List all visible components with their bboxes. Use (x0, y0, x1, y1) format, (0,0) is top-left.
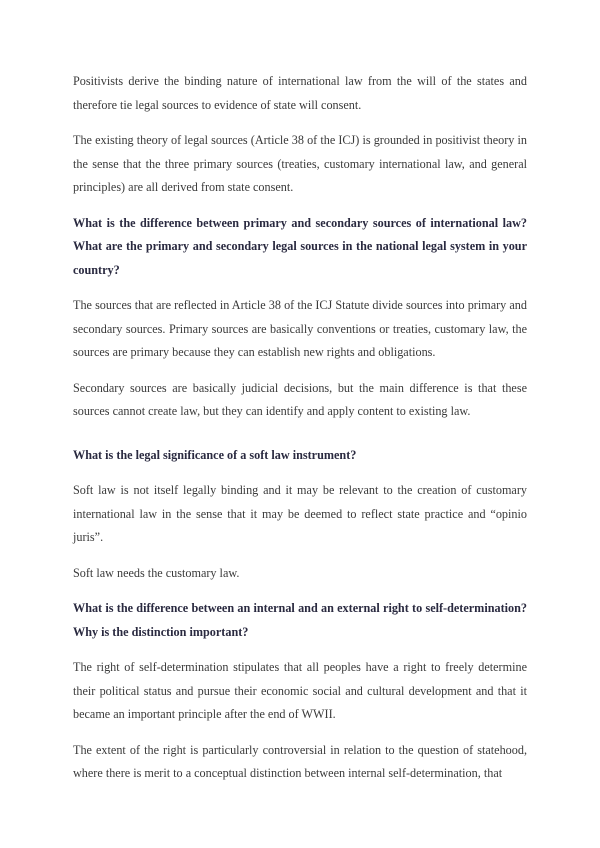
question-primary-secondary-sources: What is the difference between primary and secondary sources of international law? What are the primary and secondary legal sources in the national legal system in your country? (73, 215, 527, 277)
paragraph-positivists: Positivists derive the binding nature of international law from the will of the states and therefore tie legal sources to evidence of state will consent. (73, 74, 527, 112)
paragraph-legal-sources-theory: The existing theory of legal sources (Article 38 of the ICJ) is grounded in positivist theory in the sense that the three primary sources (treaties, customary international law, and general principles) are all derived from state consent. (73, 133, 527, 194)
paragraph-primary-sources: The sources that are reflected in Article 38 of the ICJ Statute divide sources into primary and secondary sources. Primary sources are basically conventions or treaties, customary law, the sources are primary because they can establish new rights and obligations. (73, 298, 527, 359)
question-self-determination: What is the difference between an internal and an external right to self-determination? Why is the distinction important? (73, 601, 527, 639)
paragraph-statehood: The extent of the right is particularly controversial in relation to the question of statehood, where there is merit to a conceptual distinction between internal self-determination, that (73, 742, 527, 780)
paragraph-soft-law: Soft law is not itself legally binding and it may be relevant to the creation of customary international law in the sense that it may be deemed to reflect state practice and “opinio juris”. (73, 483, 527, 544)
paragraph-self-determination-right: The right of self-determination stipulates that all peoples have a right to freely determine their political status and pursue their economic social and cultural development and that it became an important principle after the end of WWII. (73, 660, 527, 721)
paragraph-soft-law-customary: Soft law needs the customary law. (73, 565, 240, 580)
paragraph-secondary-sources: Secondary sources are basically judicial decisions, but the main difference is that these sources cannot create law, but they can identify and apply content to existing law. (73, 380, 527, 418)
question-soft-law: What is the legal significance of a soft law instrument? (73, 447, 357, 462)
document-page (73, 70, 527, 786)
